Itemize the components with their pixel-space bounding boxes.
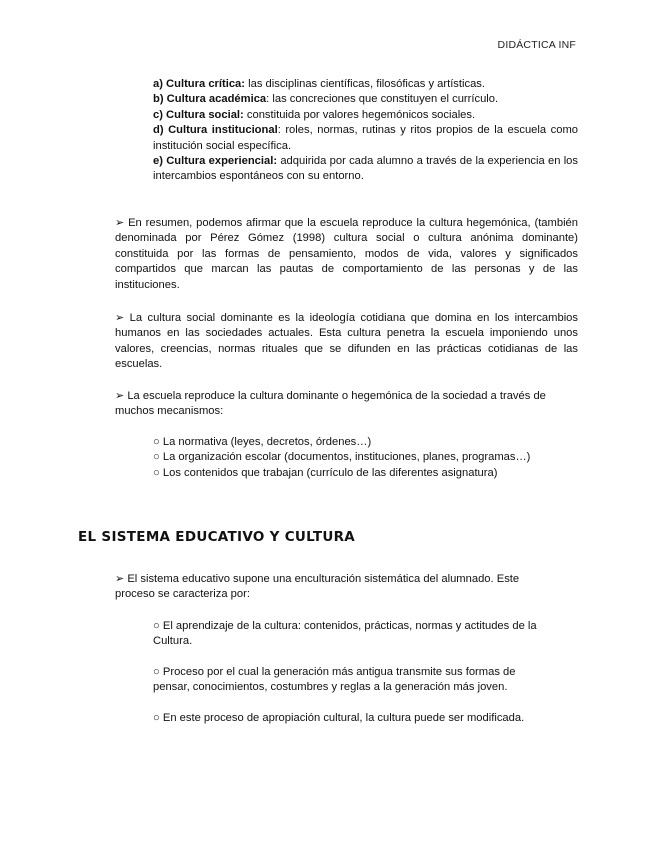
section-title: EL SISTEMA EDUCATIVO Y CULTURA <box>78 529 356 545</box>
page-header: DIDÁCTICA INF <box>497 39 576 51</box>
summary-paragraph <box>115 216 578 293</box>
culture-type-text: constituida por valores hegemónicos sociales. <box>243 108 476 121</box>
section-intro-paragraph <box>115 572 560 603</box>
arrow-bullet-icon: ➢ <box>115 573 125 585</box>
culture-type-item <box>153 123 578 154</box>
list-item <box>153 435 578 450</box>
culture-type-item <box>153 108 578 123</box>
culture-type-label: e) Cultura experiencial: <box>153 155 278 168</box>
circle-bullet-icon: ○ <box>153 620 160 632</box>
circle-bullet-icon: ○ <box>153 436 160 448</box>
culture-type-text: : roles, normas, rutinas y ritos propios de la escuela como institución social específica. <box>153 124 579 152</box>
dominant-text: La cultura social dominante es la ideología cotidiana que domina en los intercambios humanos en las sociedades actuales. Esta cultura penetra la escuela imponiendo unos valores, creencias, normas rituales que se difunden en las prácticas cotidianas de las escuelas. <box>115 312 578 371</box>
circle-bullet-icon: ○ <box>153 666 160 678</box>
circle-bullet-icon: ○ <box>153 712 160 724</box>
mechanisms-paragraph <box>115 389 560 420</box>
circle-bullet-icon: ○ <box>153 451 160 464</box>
list-item-text: La organización escolar (documentos, instituciones, planes, programas…) <box>162 451 531 464</box>
culture-type-item <box>153 154 578 185</box>
section-intro-text: El sistema educativo supone una enculturación sistemática del alumnado. Este proceso se caracteriza por: <box>115 573 520 601</box>
list-item-text: La normativa (leyes, decretos, órdenes…) <box>162 436 372 448</box>
arrow-bullet-icon: ➢ <box>115 312 125 324</box>
arrow-bullet-icon: ➢ <box>115 390 125 402</box>
section-item-text: Proceso por el cual la generación más antigua transmite sus formas de pensar, conocimientos, costumbres y reglas a la generación más joven. <box>153 666 516 694</box>
mechanisms-text: La escuela reproduce la cultura dominante o hegemónica de la sociedad a través de muchos mecanismos: <box>115 390 546 418</box>
culture-type-label: c) Cultura social: <box>153 108 244 121</box>
culture-type-item <box>153 92 578 107</box>
culture-types-list <box>153 77 578 185</box>
culture-type-label: b) Cultura académica <box>153 93 267 106</box>
mechanisms-list <box>153 435 578 481</box>
section-item <box>153 665 553 696</box>
culture-type-text: las disciplinas científicas, filosóficas y artísticas. <box>245 78 486 90</box>
summary-text: En resumen, podemos afirmar que la escuela reproduce la cultura hegemónica, (también denominada por Pérez Gómez (1998) cultura social o cultura anónima dominante) constituida por las formas de pensamiento, modos de vida, valores y significados compartidos que marcan las pautas de comportamiento de las personas y de las instituciones. <box>115 217 578 291</box>
section-item-text: El aprendizaje de la cultura: contenidos, prácticas, normas y actitudes de la Cultura. <box>153 620 537 648</box>
arrow-bullet-icon: ➢ <box>115 217 125 229</box>
section-item-text: En este proceso de apropiación cultural, la cultura puede ser modificada. <box>162 712 525 724</box>
circle-bullet-icon: ○ <box>153 466 160 479</box>
list-item <box>153 466 578 481</box>
section-item <box>153 619 578 650</box>
culture-type-text: adquirida por cada alumno a través de la experiencia en los intercambios espontáneos con su entorno. <box>153 155 579 183</box>
culture-type-label: a) Cultura crítica: <box>153 78 246 90</box>
culture-type-text: : las concreciones que constituyen el currículo. <box>266 93 499 106</box>
dominant-culture-paragraph <box>115 311 578 373</box>
culture-type-item <box>153 77 578 92</box>
section-item <box>153 711 578 726</box>
culture-type-label: d) Cultura institucional <box>153 124 278 137</box>
list-item-text: Los contenidos que trabajan (currículo de las diferentes asignatura) <box>162 466 498 479</box>
list-item <box>153 450 578 465</box>
